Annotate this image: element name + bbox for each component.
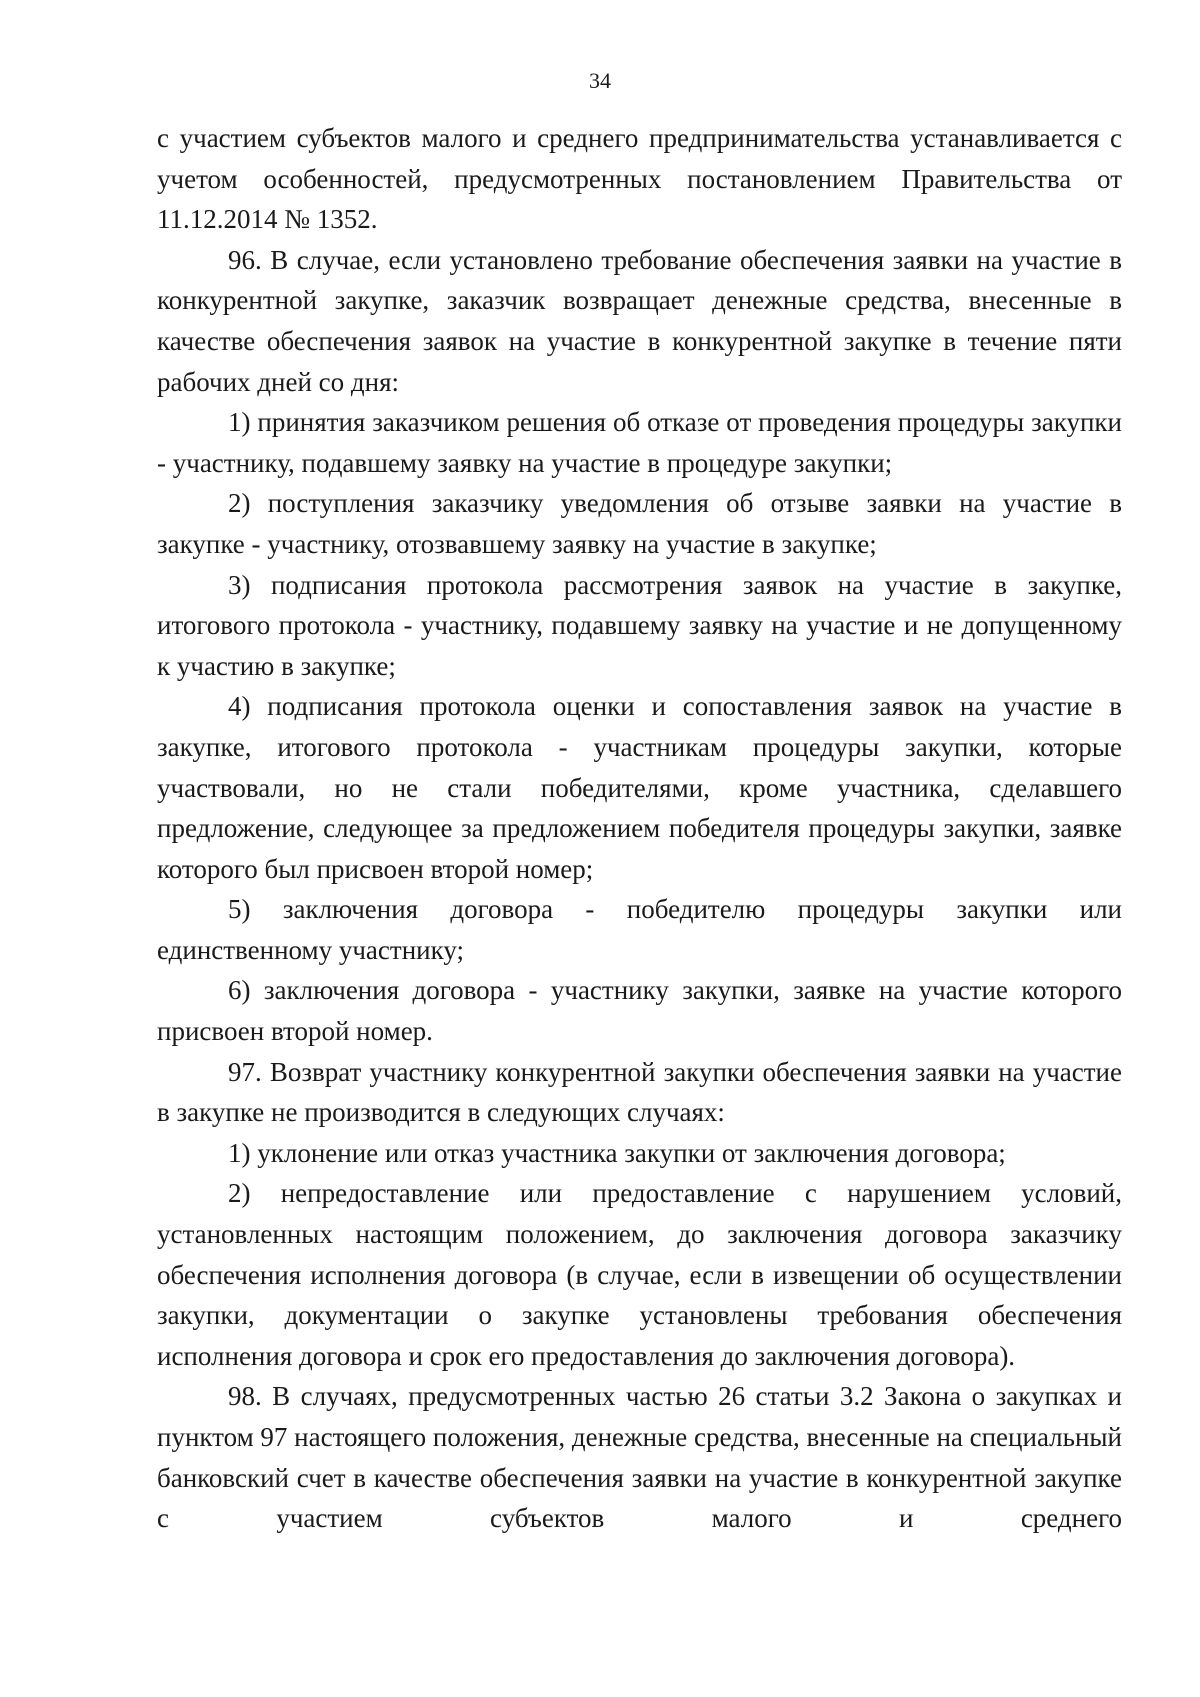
- document-body: [157, 118, 1122, 1539]
- paragraph-98: 98. В случаях, предусмотренных частью 26 статьи 3.2 Закона о закупках и пунктом 97 настоящего положения, денежные средства, внесенные на специальный банковский счет в качестве обеспечения заявки на участие в конкурентной закупке с участием субъектов малого и среднего: [157, 1381, 1122, 1534]
- paragraph-96-item-4: 4) подписания протокола оценки и сопоставления заявок на участие в закупке, итогового протокола - участникам процедуры закупки, которые участвовали, но не стали победителями, кроме участника, сделавшего предложение, следующее за предложением победителя процедуры закупки, заявке которого был присвоен второй номер;: [157, 691, 1122, 884]
- paragraph-97: 97. Возврат участнику конкурентной закупки обеспечения заявки на участие в закупке не производится в следующих случаях:: [157, 1056, 1122, 1128]
- paragraph-97-item-1: 1) уклонение или отказ участника закупки от заключения договора;: [228, 1137, 1006, 1168]
- paragraph-96-item-1: 1) принятия заказчиком решения об отказе от проведения процедуры закупки - участнику, подавшему заявку на участие в процедуре закупки;: [157, 407, 1122, 478]
- paragraph-96-item-6: 6) заключения договора - участнику закупки, заявке на участие которого присвоен второй номер.: [157, 975, 1122, 1047]
- paragraph-96-item-5: 5) заключения договора - победителю процедуры закупки или единственному участнику;: [157, 894, 1122, 965]
- paragraph-96: 96. В случае, если установлено требование обеспечения заявки на участие в конкурентной закупке, заказчик возвращает денежные средства, внесенные в качестве обеспечения заявок на участие в конкурентной закупке в течение пяти рабочих дней со дня:: [157, 244, 1122, 397]
- paragraph-97-item-2: 2) непредоставление или предоставление с нарушением условий, установленных настоящим положением, до заключения договора заказчику обеспечения исполнения договора (в случае, если в извещении об осуществлении закупки, документации о закупке установлены требования обеспечения исполнения договора и срок его предоставления до заключения договора).: [157, 1178, 1122, 1371]
- page-number: 34: [589, 68, 611, 93]
- paragraph-96-item-2: 2) поступления заказчику уведомления об отзыве заявки на участие в закупке - участнику, отозвавшему заявку на участие в закупке;: [157, 488, 1122, 559]
- paragraph-96-item-3: 3) подписания протокола рассмотрения заявок на участие в закупке, итогового протокола - участнику, подавшему заявку на участие и не допущенному к участию в закупке;: [157, 569, 1122, 681]
- paragraph-continuation: с участием субъектов малого и среднего предпринимательства устанавливается с учетом особенностей, предусмотренных постановлением Правительства от 11.12.2014 № 1352.: [157, 123, 1122, 235]
